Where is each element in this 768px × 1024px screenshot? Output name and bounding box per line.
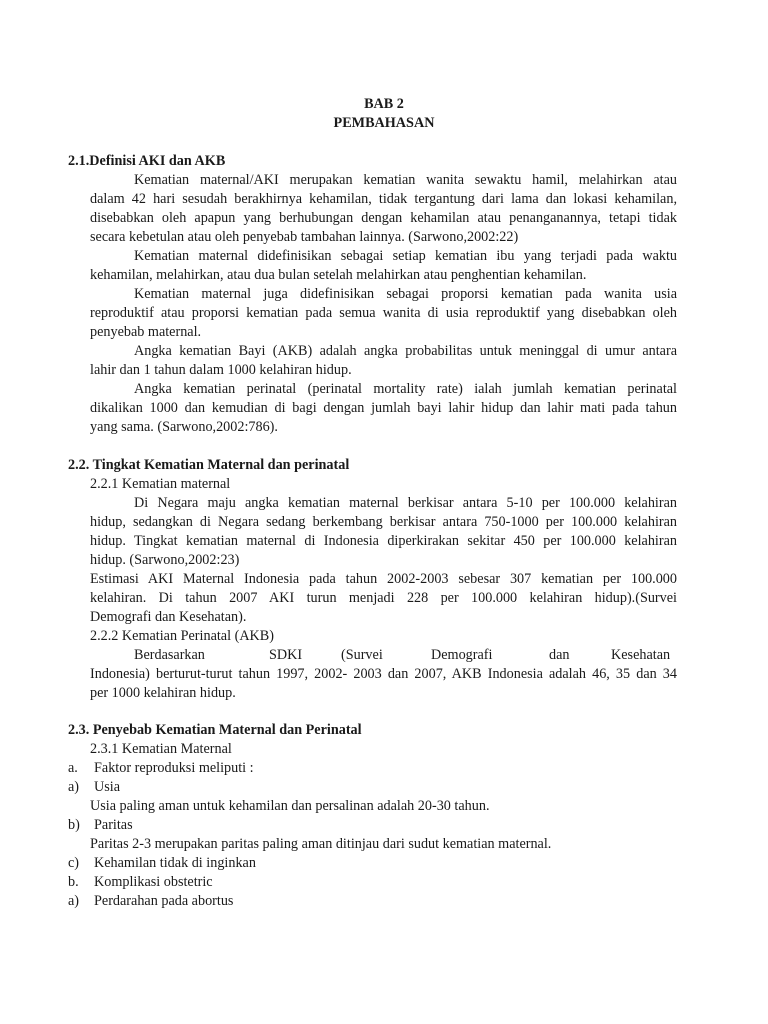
paragraph-line: kehamilan, melahirkan, atau dua bulan setelah melahirkan atau penghentian kehamilan.: [90, 267, 587, 283]
paragraph-word: dan: [549, 647, 570, 663]
subsection-heading-2-2-1: 2.2.1 Kematian maternal: [90, 476, 231, 492]
paragraph-word: SDKI: [269, 647, 303, 663]
section-heading-2-3: 2.3. Penyebab Kematian Maternal dan Perinatal: [68, 722, 362, 738]
paragraph-line: Indonesia) berturut-turut tahun 1997, 2002- 2003 dan 2007, AKB Indonesia adalah 46, 35 dan 34: [90, 666, 677, 682]
list-marker: a.: [68, 760, 78, 776]
list-item: Kehamilan tidak di inginkan: [94, 855, 256, 871]
paragraph-line: Estimasi AKI Maternal Indonesia pada tahun 2002-2003 sebesar 307 kematian per 100.000: [90, 571, 677, 587]
paragraph-line: Kematian maternal didefinisikan sebagai setiap kematian ibu yang terjadi pada waktu: [134, 248, 677, 264]
paragraph-line: dalam 42 hari sesudah berakhirnya kehamilan, tidak tergantung dari lama dan lokasi kehamilan,: [90, 191, 677, 207]
list-item: Paritas: [94, 817, 133, 833]
paragraph-line: Di Negara maju angka kematian maternal berkisar antara 5-10 per 100.000 kelahiran: [134, 495, 677, 511]
list-item: Usia: [94, 779, 121, 795]
list-marker: c): [68, 855, 80, 871]
paragraph-line: penyebab maternal.: [90, 324, 202, 340]
list-item: Perdarahan pada abortus: [94, 893, 234, 909]
paragraph-line: Kematian maternal juga didefinisikan sebagai proporsi kematian pada wanita usia: [134, 286, 677, 302]
list-marker: b): [68, 817, 80, 833]
paragraph-line: Angka kematian perinatal (perinatal mortality rate) ialah jumlah kematian perinatal: [134, 381, 677, 397]
paragraph-line: reproduktif atau proporsi kematian pada semua wanita di usia reproduktif yang disebabkan oleh: [90, 305, 677, 321]
subsection-heading-2-2-2: 2.2.2 Kematian Perinatal (AKB): [90, 628, 274, 644]
list-item: Faktor reproduksi meliputi :: [94, 760, 254, 776]
paragraph-line: Demografi dan Kesehatan).: [90, 609, 247, 625]
paragraph-line: secara kebetulan atau oleh penyebab tambahan lainnya. (Sarwono,2002:22): [90, 229, 519, 245]
list-marker: a): [68, 779, 80, 795]
list-item-description: Paritas 2-3 merupakan paritas paling aman ditinjau dari sudut kematian maternal.: [90, 836, 552, 852]
paragraph-word: (Survei: [341, 647, 383, 663]
paragraph-word: Demografi: [431, 647, 493, 663]
section-heading-2-1: 2.1.Definisi AKI dan AKB: [68, 153, 226, 169]
paragraph-line: lahir dan 1 tahun dalam 1000 kelahiran hidup.: [90, 362, 352, 378]
paragraph-line: hidup, sedangkan di Negara sedang berkembang berkisar antara 750-1000 per 100.000 kelahiran: [90, 514, 677, 530]
paragraph-line: disebabkan oleh apapun yang berhubungan dengan kehamilan atau penanganannya, tetapi tidak: [90, 210, 677, 226]
paragraph-line: hidup. Tingkat kematian maternal di Indonesia diperkirakan sekitar 450 per 100.000 kelahiran: [90, 533, 677, 549]
paragraph-line: kelahiran. Di tahun 2007 AKI turun menjadi 228 per 100.000 kelahiran hidup).(Survei: [90, 590, 677, 606]
list-marker: b.: [68, 874, 79, 890]
paragraph-line: hidup. (Sarwono,2002:23): [90, 552, 240, 568]
list-marker: a): [68, 893, 80, 909]
subsection-heading-2-3-1: 2.3.1 Kematian Maternal: [90, 741, 232, 757]
paragraph-word: Kesehatan: [611, 647, 671, 663]
chapter-title: PEMBAHASAN: [333, 115, 435, 131]
paragraph-line: dikalikan 1000 dan kemudian di bagi dengan jumlah bayi lahir hidup dan lahir mati pada tahun: [90, 400, 677, 416]
list-item-description: Usia paling aman untuk kehamilan dan persalinan adalah 20-30 tahun.: [90, 798, 490, 814]
justified-line-sdki: [0, 647, 768, 666]
chapter-number: BAB 2: [364, 96, 404, 112]
paragraph-line: per 1000 kelahiran hidup.: [90, 685, 236, 701]
paragraph-line: Kematian maternal/AKI merupakan kematian wanita sewaktu hamil, melahirkan atau: [134, 172, 677, 188]
paragraph-word: Berdasarkan: [134, 647, 205, 663]
paragraph-line: yang sama. (Sarwono,2002:786).: [90, 419, 278, 435]
section-heading-2-2: 2.2. Tingkat Kematian Maternal dan perinatal: [68, 457, 350, 473]
paragraph-line: Angka kematian Bayi (AKB) adalah angka probabilitas untuk meninggal di umur antara: [134, 343, 677, 359]
list-item: Komplikasi obstetric: [94, 874, 213, 890]
